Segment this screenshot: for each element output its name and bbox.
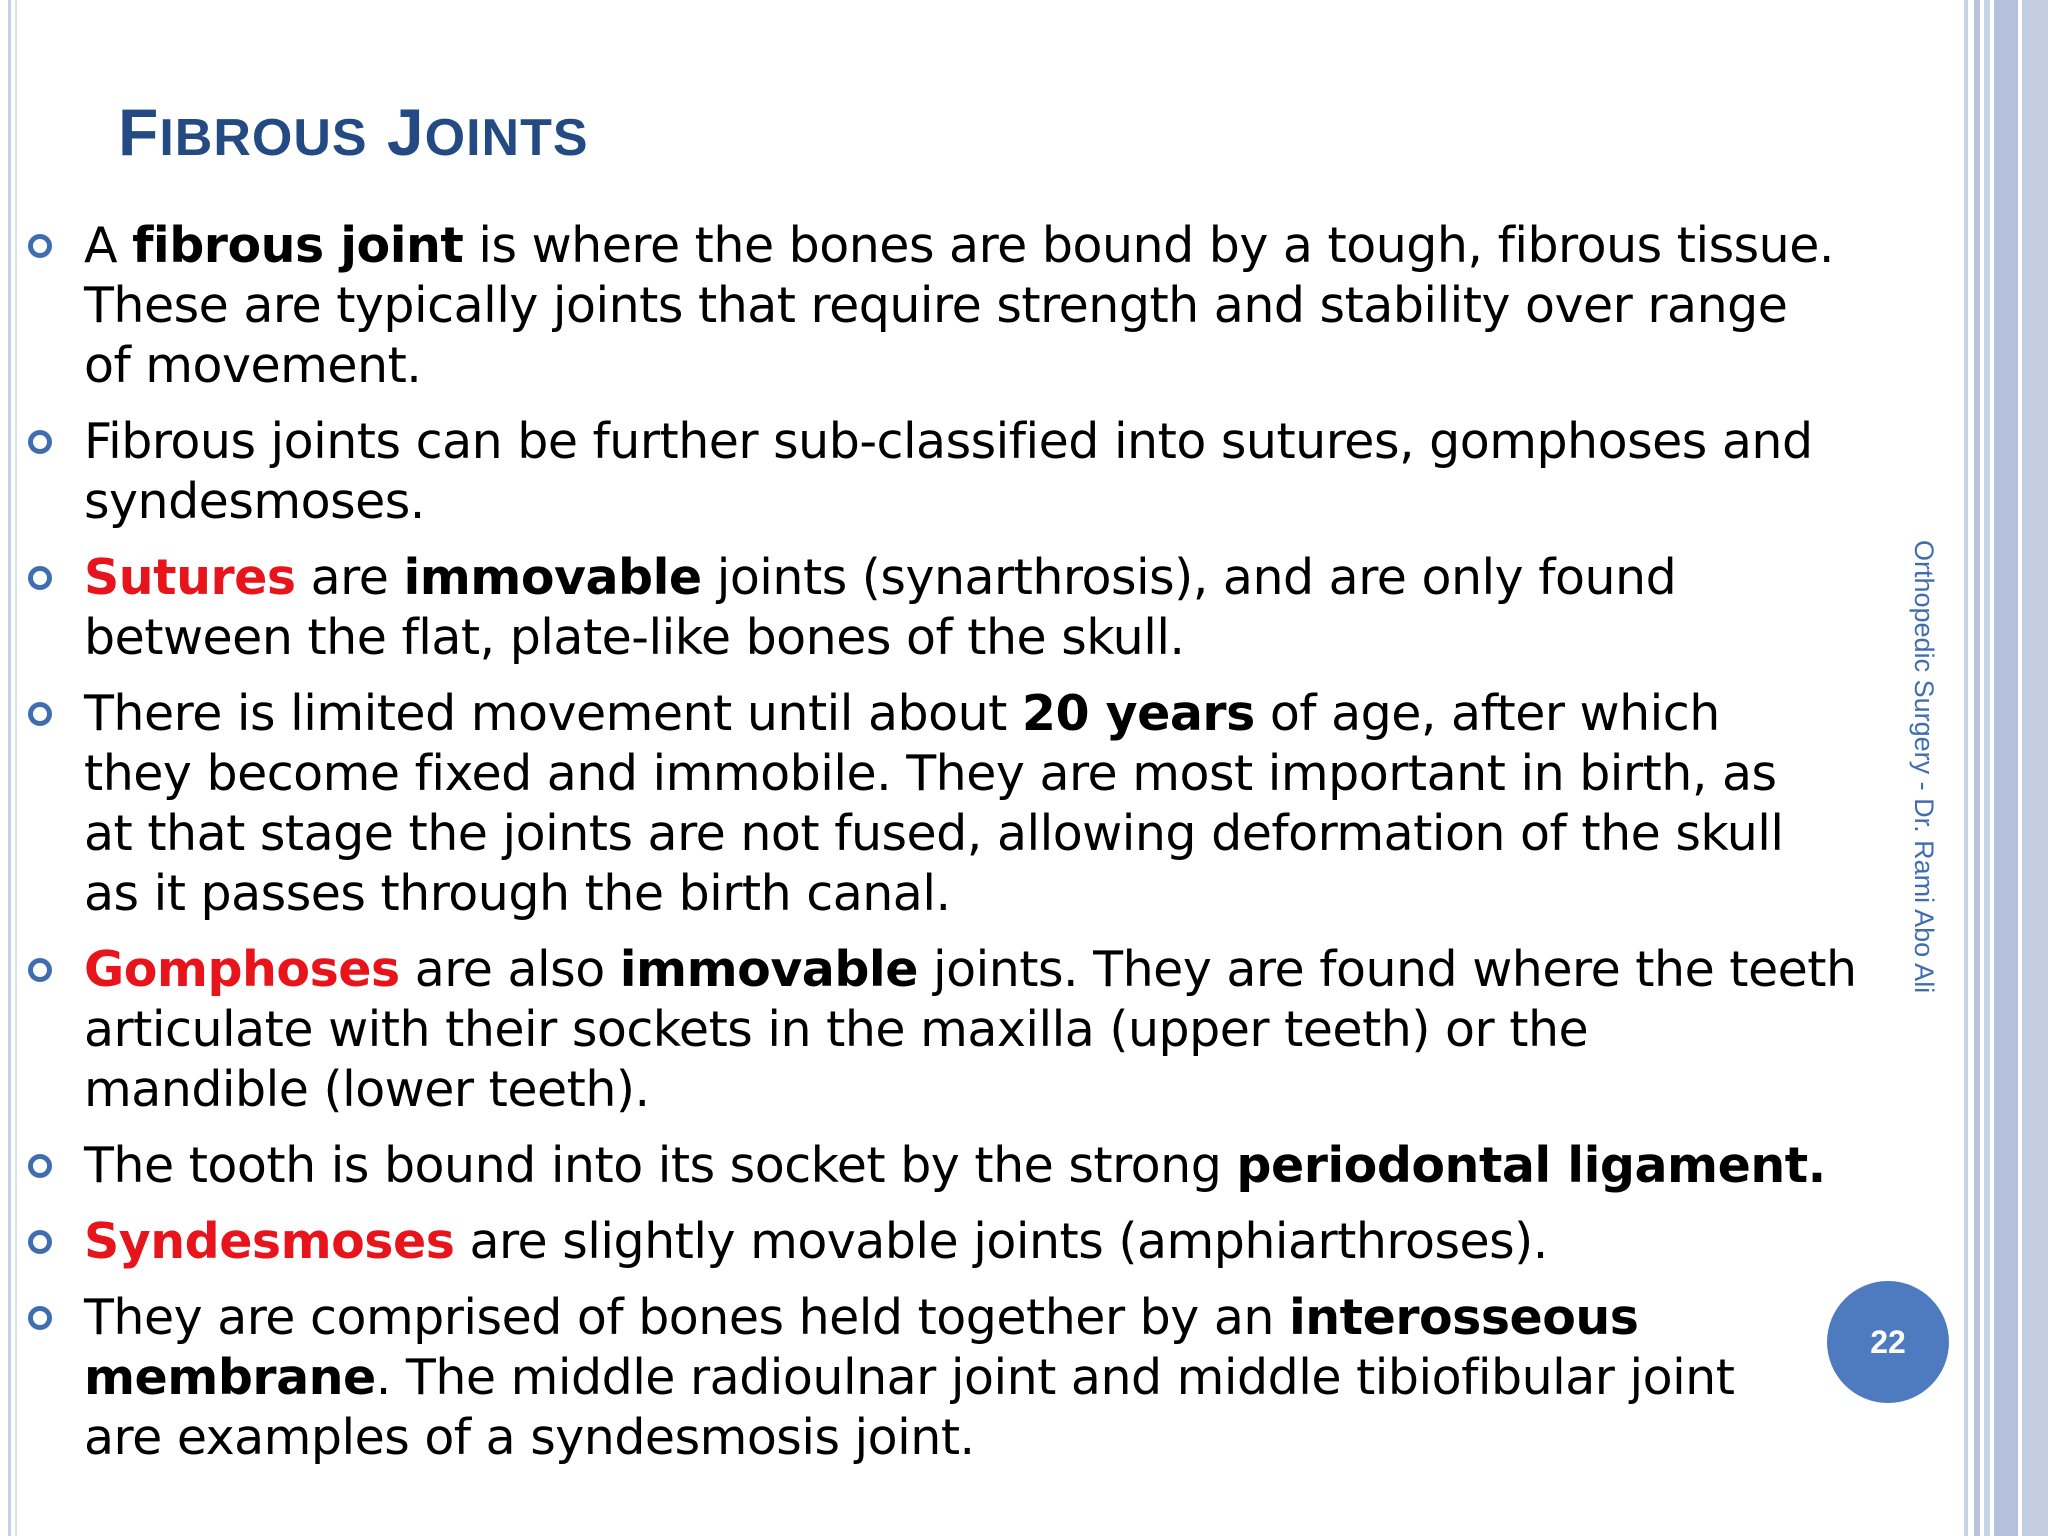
side-label: Orthopedic Surgery - Dr. Rami Abo Ali — [1909, 540, 1939, 994]
bold-text: membrane — [84, 1349, 376, 1406]
bullet-item — [22, 1288, 1902, 1468]
left-border-line — [8, 0, 11, 1536]
bullet-item — [22, 548, 1902, 668]
bullet-line — [84, 412, 1902, 472]
text-run: They are comprised of bones held together by an — [84, 1289, 1289, 1346]
bold-text: interosseous — [1289, 1289, 1639, 1346]
title-initial: J — [386, 95, 425, 169]
text-run: joints. They are found where the teeth — [917, 941, 1857, 998]
bullet-circle-icon — [28, 234, 52, 258]
bullet-circle-icon — [28, 1154, 52, 1178]
text-run: Fibrous joints can be further sub-classified into sutures, gomphoses and — [84, 413, 1813, 470]
bullet-line — [84, 1136, 1902, 1196]
bullet-line — [84, 472, 1902, 532]
bullet-line — [84, 608, 1902, 668]
bullet-item — [22, 412, 1902, 532]
bullet-line — [84, 804, 1902, 864]
text-run: are slightly movable joints (amphiarthroses). — [454, 1213, 1548, 1270]
text-run: The tooth is bound into its socket by the strong — [84, 1137, 1237, 1194]
bullet-item — [22, 940, 1902, 1120]
text-run: articulate with their sockets in the maxilla (upper teeth) or the — [84, 1001, 1589, 1058]
bold-text: periodontal ligament. — [1236, 1137, 1826, 1194]
bold-text: immovable — [403, 549, 702, 606]
text-run: is where the bones are bound by a tough, fibrous tissue. — [463, 217, 1834, 274]
text-run: mandible (lower teeth). — [84, 1061, 650, 1118]
text-run: of movement. — [84, 337, 422, 394]
bullet-line — [84, 548, 1902, 608]
bullet-circle-icon — [28, 702, 52, 726]
title-smallcaps: IBROUS — [159, 109, 368, 167]
bullet-item — [22, 1212, 1902, 1272]
bold-text: immovable — [619, 941, 918, 998]
bullet-circle-icon — [28, 566, 52, 590]
bullet-line — [84, 1060, 1902, 1120]
bullet-line — [84, 684, 1902, 744]
text-run: of age, after which — [1254, 685, 1720, 742]
bullet-line — [84, 1288, 1902, 1348]
bullet-circle-icon — [28, 958, 52, 982]
slide-title — [118, 92, 589, 178]
bullet-line — [84, 1408, 1902, 1468]
bold-text: fibrous joint — [132, 217, 464, 274]
text-run: are also — [399, 941, 620, 998]
text-run: A — [84, 217, 133, 274]
title-initial: F — [118, 95, 160, 169]
bullet-circle-icon — [28, 430, 52, 454]
bullet-item — [22, 1136, 1902, 1196]
text-run: at that stage the joints are not fused, allowing deformation of the skull — [84, 805, 1784, 862]
page-number-badge: 22 — [1827, 1281, 1949, 1403]
bullet-circle-icon — [28, 1230, 52, 1254]
bullet-circle-icon — [28, 1306, 52, 1330]
text-run: as it passes through the birth canal. — [84, 865, 951, 922]
text-run: are examples of a syndesmosis joint. — [84, 1409, 975, 1466]
bullet-line — [84, 1348, 1902, 1408]
term-highlight: Gomphoses — [84, 941, 400, 998]
bullet-item — [22, 216, 1902, 396]
term-highlight: Syndesmoses — [84, 1213, 455, 1270]
bullet-line — [84, 744, 1902, 804]
bullet-line — [84, 1212, 1902, 1272]
right-decorative-band — [1960, 0, 2048, 1536]
text-run: syndesmoses. — [84, 473, 425, 530]
bullet-line — [84, 1000, 1902, 1060]
title-smallcaps: OINTS — [424, 109, 589, 167]
text-run: are — [295, 549, 404, 606]
bullet-line — [84, 216, 1902, 276]
text-run: There is limited movement until about — [84, 685, 1022, 742]
text-run: they become fixed and immobile. They are most important in birth, as — [84, 745, 1777, 802]
text-run: . The middle radioulnar joint and middle tibiofibular joint — [375, 1349, 1735, 1406]
term-highlight: Sutures — [84, 549, 296, 606]
bullet-list — [22, 216, 1902, 1484]
left-border-line-inner — [15, 0, 17, 1536]
bullet-item — [22, 684, 1902, 924]
bold-text: 20 years — [1021, 685, 1255, 742]
text-run: between the flat, plate-like bones of the skull. — [84, 609, 1185, 666]
text-run: joints (synarthrosis), and are only found — [701, 549, 1677, 606]
bullet-line — [84, 864, 1902, 924]
bullet-line — [84, 940, 1902, 1000]
text-run: These are typically joints that require strength and stability over range — [84, 277, 1788, 334]
bullet-line — [84, 276, 1902, 336]
bullet-line — [84, 336, 1902, 396]
